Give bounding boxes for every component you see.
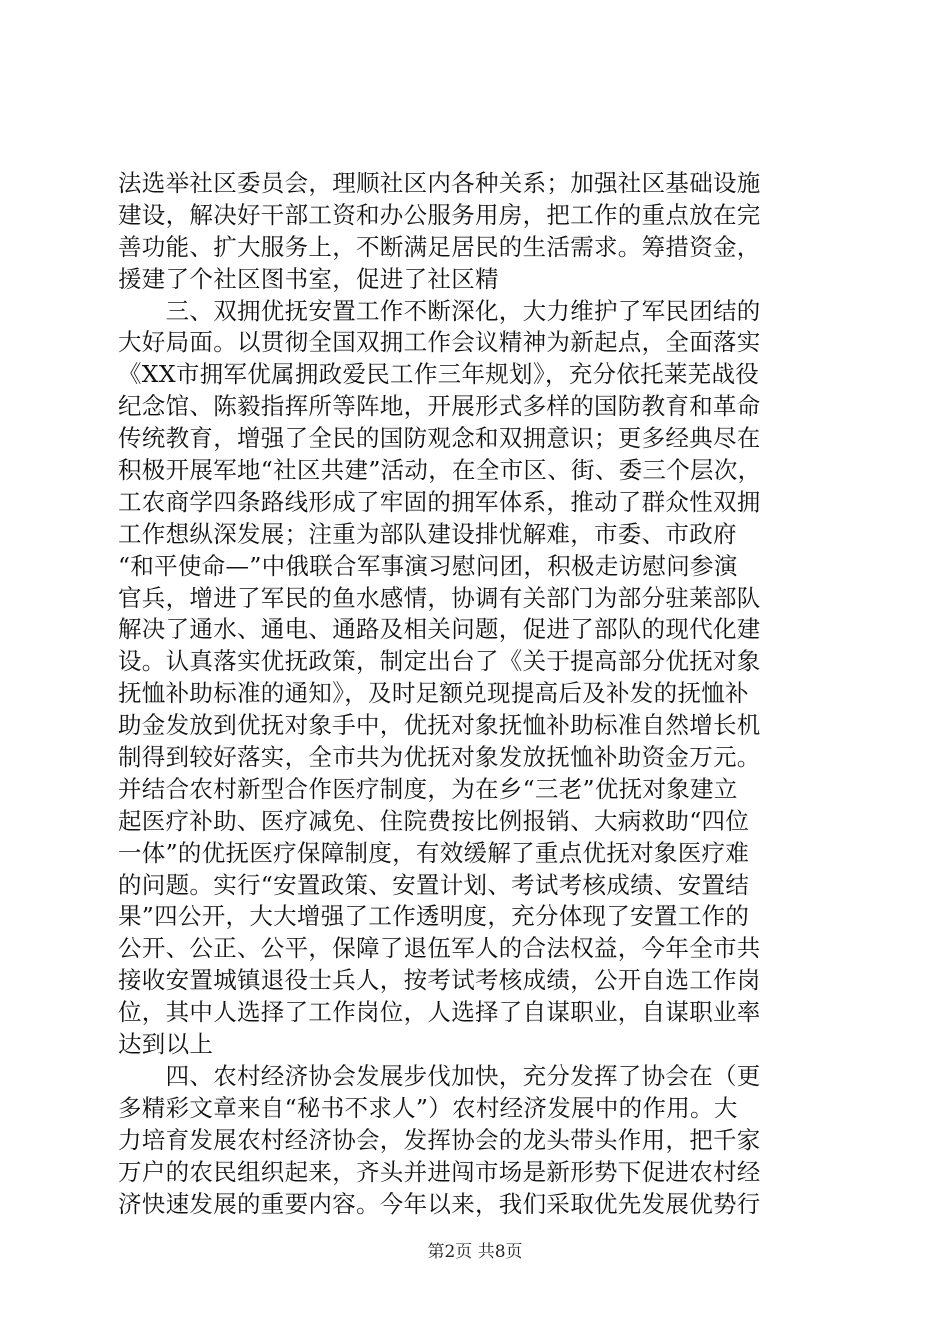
text-line: 力培育发展农村经济协会，发挥协会的龙头带头作用，把千家 bbox=[118, 1125, 761, 1154]
text-line: 位，其中人选择了工作岗位，人选择了自谋职业，自谋职业率 bbox=[118, 998, 761, 1027]
page-number-label: 第2页 共8页 bbox=[427, 1242, 523, 1262]
text-line: 援建了个社区图书室，促进了社区精 bbox=[118, 264, 499, 293]
text-line: 设。认真落实优抚政策，制定出台了《关于提高部分优抚对象 bbox=[118, 647, 761, 676]
text-line: 达到以上 bbox=[118, 1030, 214, 1059]
text-line: 接收安置城镇退役士兵人，按考试考核成绩，公开自选工作岗 bbox=[118, 966, 761, 995]
text-line: 的问题。实行“安置政策、安置计划、考试考核成绩、安置结 bbox=[118, 870, 750, 899]
text-line: 并结合农村新型合作医疗制度，为在乡“三老”优抚对象建立 bbox=[118, 774, 738, 803]
text-line: 四、农村经济协会发展步伐加快，充分发挥了协会在（更 bbox=[118, 1061, 761, 1090]
text-line: 一体”的优抚医疗保障制度，有效缓解了重点优抚对象医疗难 bbox=[118, 838, 750, 867]
body-text bbox=[118, 168, 838, 1220]
text-line: 法选举社区委员会，理顺社区内各种关系；加强社区基础设施 bbox=[118, 169, 761, 197]
text-line: 《XX市拥军优属拥政爱民工作三年规划》，充分依托莱芜战役 bbox=[118, 360, 760, 389]
text-line: 多精彩文章来自“秘书不求人”）农村经济发展中的作用。大 bbox=[118, 1093, 738, 1122]
text-line: 制得到较好落实，全市共为优抚对象发放抚恤补助资金万元。 bbox=[118, 743, 761, 772]
text-line: 工农商学四条路线形成了牢固的拥军体系，推动了群众性双拥 bbox=[118, 487, 761, 516]
text-line: 纪念馆、陈毅指挥所等阵地，开展形式多样的国防教育和革命 bbox=[118, 392, 761, 421]
text-line: 传统教育，增强了全民的国防观念和双拥意识；更多经典尽在 bbox=[118, 424, 761, 453]
text-line: 工作想纵深发展；注重为部队建设排忧解难，市委、市政府 bbox=[118, 519, 737, 548]
text-line: 三、双拥优抚安置工作不断深化，大力维护了军民团结的 bbox=[118, 296, 761, 325]
text-line: “和平使命—”中俄联合军事演习慰问团，积极走访慰问参演 bbox=[118, 551, 738, 580]
text-line: 助金发放到优抚对象手中，优抚对象抚恤补助标准自然增长机 bbox=[118, 711, 761, 740]
text-line: 解决了通水、通电、通路及相关问题，促进了部队的现代化建 bbox=[118, 615, 761, 644]
text-line: 善功能、扩大服务上，不断满足居民的生活需求。筹措资金， bbox=[118, 232, 761, 261]
text-line: 万户的农民组织起来，齐头并进闯市场是新形势下促进农村经 bbox=[118, 1157, 761, 1186]
text-line: 建设，解决好干部工资和办公服务用房，把工作的重点放在完 bbox=[118, 200, 761, 229]
text-line: 公开、公正、公平，保障了退伍军人的合法权益，今年全市共 bbox=[118, 934, 761, 963]
text-line: 济快速发展的重要内容。今年以来，我们采取优先发展优势行 bbox=[118, 1189, 761, 1218]
text-line: 官兵，增进了军民的鱼水感情，协调有关部门为部分驻莱部队 bbox=[118, 583, 761, 612]
text-line: 大好局面。以贯彻全国双拥工作会议精神为新起点，全面落实 bbox=[118, 328, 761, 357]
page-footer bbox=[0, 1241, 950, 1263]
text-line: 抚恤补助标准的通知》，及时足额兑现提高后及补发的抚恤补 bbox=[118, 679, 749, 708]
text-line: 果”四公开，大大增强了工作透明度，充分体现了安置工作的 bbox=[118, 902, 750, 931]
text-line: 起医疗补助、医疗减免、住院费按比例报销、大病救助“四位 bbox=[118, 806, 750, 835]
text-line: 积极开展军地“社区共建”活动，在全市区、街、委三个层次， bbox=[118, 456, 762, 485]
